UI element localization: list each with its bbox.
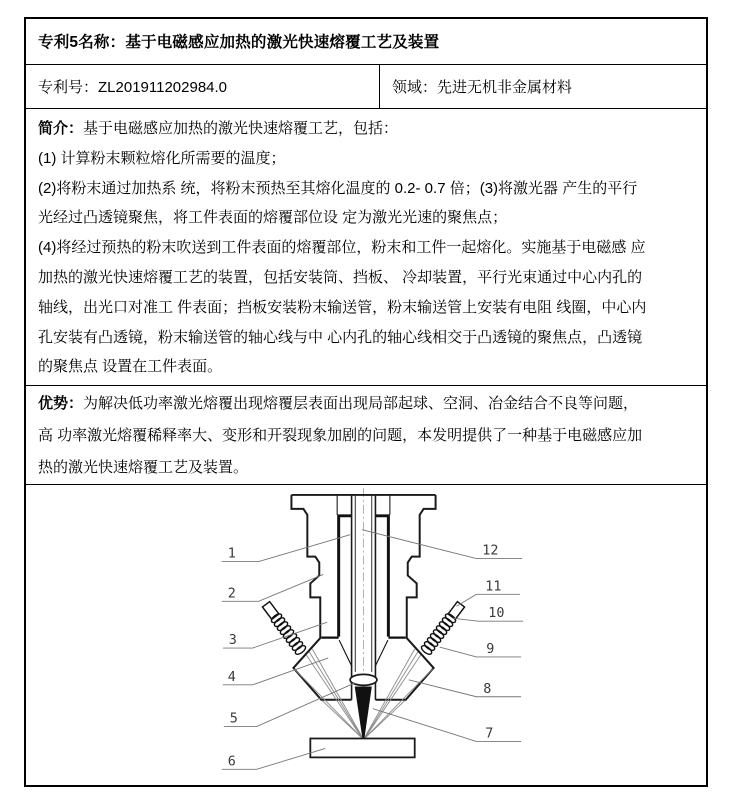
tube-inlet-right (448, 601, 464, 619)
intro-line: 加热的激光快速熔覆工艺的装置，包括安装筒、挡板、 冷却装置，平行光束通过中心内孔的 (38, 268, 643, 286)
callout-number: 12 (482, 543, 499, 559)
advantages-line: 高 功率激光熔覆稀释率大、变形和开裂现象加剧的问题，本发明提供了一种基于电磁感应加 (38, 426, 643, 444)
patent-title: 专利5名称：基于电磁感应加热的激光快速熔覆工艺及装置 (38, 34, 440, 52)
callout-leader-line (222, 574, 323, 601)
callout-12 (362, 530, 522, 559)
intro-label: 简介： (38, 119, 84, 137)
callout-leader-line (222, 534, 350, 561)
callout-number: 6 (227, 754, 236, 770)
callout-number: 9 (486, 641, 495, 657)
callout-number: 7 (485, 726, 494, 742)
resistance-coil-left (270, 612, 307, 656)
title-row (26, 19, 706, 64)
callout-number: 2 (227, 586, 236, 602)
patent-number: 专利号：ZL201911202984.0 (38, 78, 228, 96)
callout-leader-line (456, 594, 520, 606)
intro-line: 光经过凸透镜聚焦，将工件表面的熔覆部位设 定为激光光速的聚焦点； (38, 209, 508, 227)
callout-11 (456, 579, 520, 606)
intro-line: (4)将经过预热的粉末吹送到工件表面的熔覆部位，粉末和工件一起熔化。实施基于电磁感 应 (38, 239, 646, 257)
callout-4 (223, 658, 328, 685)
callout-number: 1 (227, 546, 236, 562)
tube-inlet-left (262, 601, 278, 619)
intro-first-line: 简介：基于电磁感应加热的激光快速熔覆工艺，包括： (38, 119, 399, 137)
field-cell (380, 65, 706, 108)
callout-leader-line (440, 647, 522, 657)
callout-9 (440, 642, 522, 657)
callout-number: 11 (485, 579, 502, 595)
callout-number: 8 (483, 681, 492, 697)
figure-callouts (222, 530, 523, 770)
intro-line: 孔安装有凸透镜，粉末输送管的轴心线与中 心内孔的轴心线相交于凸透镜的聚焦点，凸透镜 (38, 328, 643, 346)
callout-number: 5 (229, 711, 238, 727)
intro-row (26, 108, 706, 385)
callout-7 (373, 708, 521, 741)
advantages-line: 热的激光快速熔覆工艺及装置。 (38, 458, 249, 476)
callout-number: 3 (228, 632, 237, 648)
advantages-row (26, 385, 706, 484)
callout-leader-line (223, 658, 328, 685)
callout-leader-line (409, 680, 521, 697)
powder-tube-left (261, 600, 307, 655)
resistance-coil-right (420, 612, 457, 656)
patent-figure (26, 485, 706, 785)
workpiece (310, 738, 414, 757)
callout-leader-line (373, 708, 521, 741)
advantages-label: 优势： (38, 394, 84, 412)
callout-1 (222, 534, 350, 561)
intro-line: 轴线，出光口对准工 件表面；挡板安装粉末输送管，粉末输送管上安装有电阻 线圈，中心内 (38, 298, 647, 316)
patent-table (24, 17, 708, 787)
callout-2 (222, 574, 323, 601)
intro-line: (1) 计算粉末颗粒熔化所需要的温度； (38, 149, 286, 167)
meta-row (26, 64, 706, 108)
callout-number: 4 (227, 669, 236, 685)
callout-number: 10 (488, 605, 505, 621)
patent-number-cell (26, 65, 380, 108)
callout-8 (409, 680, 521, 697)
intro-line: 的聚焦点 设置在工件表面。 (38, 358, 223, 376)
figure-row (26, 484, 706, 785)
intro-line: (2)将粉末通过加热系 统，将粉末预热至其熔化温度的 0.2- 0.7 倍；(3)将激光器 产生的平行 (38, 179, 638, 197)
advantages-first-line: 优势：为解决低功率激光熔覆出现熔覆层表面出现局部起球、空洞、冶金结合不良等问题， (38, 394, 639, 412)
field-value: 领域：先进无机非金属材料 (392, 78, 573, 96)
